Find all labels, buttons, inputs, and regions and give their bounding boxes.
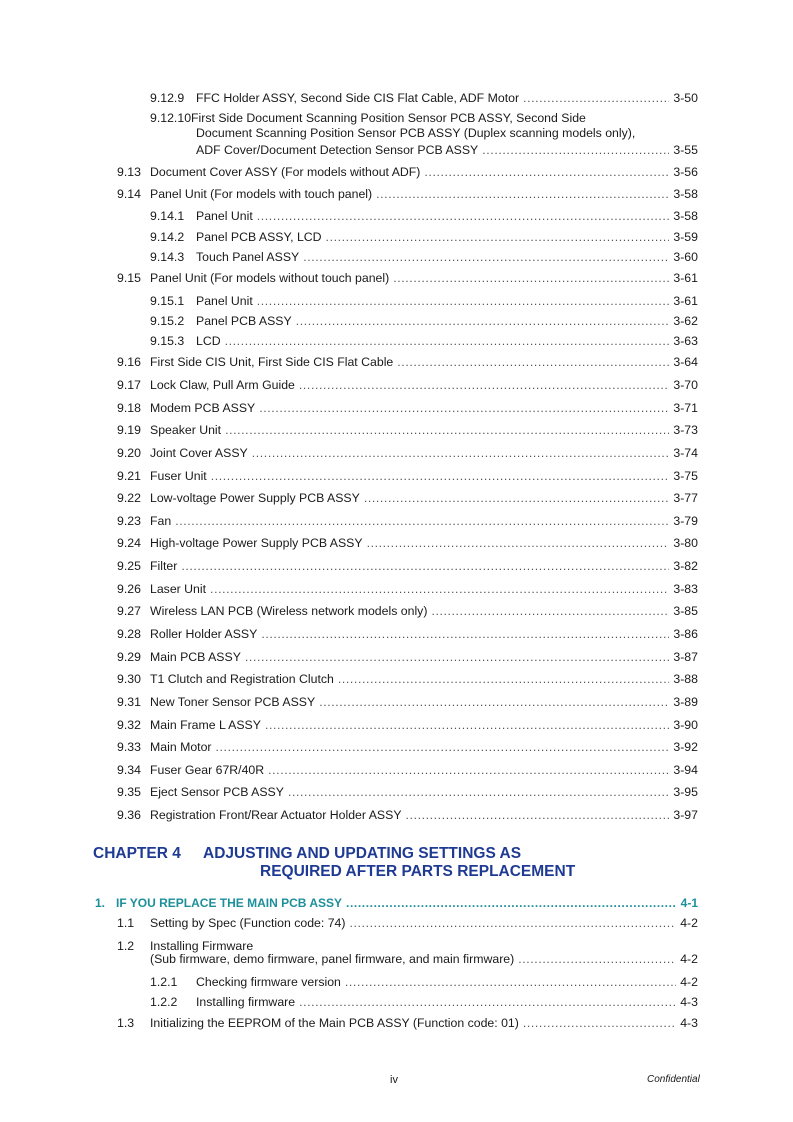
toc-entry[interactable] xyxy=(117,582,698,597)
toc-leader xyxy=(345,975,676,990)
toc-leader xyxy=(299,378,669,393)
toc-entry[interactable] xyxy=(117,604,698,619)
toc-title: Installing firmware xyxy=(196,995,296,1009)
toc-page: 3-58 xyxy=(673,209,698,223)
toc-leader xyxy=(431,604,669,619)
toc-leader xyxy=(265,718,669,733)
toc-leader xyxy=(367,536,670,551)
toc-title: Panel PCB ASSY, LCD xyxy=(196,230,322,244)
toc-page: 3-95 xyxy=(673,785,698,799)
toc-entry[interactable] xyxy=(117,401,698,416)
toc-leader xyxy=(326,230,670,245)
toc-leader xyxy=(319,695,669,710)
toc-entry[interactable] xyxy=(117,536,698,551)
toc-title: Joint Cover ASSY xyxy=(150,446,248,460)
toc-page: 3-61 xyxy=(673,294,698,308)
toc-number: 1.2.1 xyxy=(150,975,178,989)
toc-page: 3-79 xyxy=(673,514,698,528)
toc-entry[interactable] xyxy=(150,209,698,224)
toc-title: Speaker Unit xyxy=(150,423,222,437)
toc-entry[interactable] xyxy=(117,514,698,529)
toc-leader xyxy=(296,314,670,329)
toc-page: 4-1 xyxy=(680,896,698,910)
toc-title-line-3: ADF Cover/Document Detection Sensor PCB ASSY xyxy=(196,143,479,157)
toc-entry[interactable] xyxy=(117,378,698,393)
toc-entry[interactable] xyxy=(117,808,698,823)
toc-page: 3-75 xyxy=(673,469,698,483)
toc-number: 9.22 xyxy=(117,491,141,505)
toc-title: Panel Unit (For models without touch panel) xyxy=(150,271,390,285)
toc-number: 9.34 xyxy=(117,763,141,777)
toc-title: Fuser Unit xyxy=(150,469,207,483)
toc-entry[interactable] xyxy=(117,650,698,665)
toc-number: 9.13 xyxy=(117,165,141,179)
toc-page: 3-77 xyxy=(673,491,698,505)
toc-page: 3-83 xyxy=(673,582,698,596)
chapter-label: CHAPTER 4 xyxy=(93,845,181,862)
toc-page: 4-2 xyxy=(680,916,698,930)
toc-entry[interactable] xyxy=(150,975,698,990)
toc-number: 9.14.3 xyxy=(150,250,185,264)
toc-page: 3-56 xyxy=(673,165,698,179)
toc-leader xyxy=(175,514,669,529)
toc-title: LCD xyxy=(196,334,221,348)
toc-number: 9.27 xyxy=(117,604,141,618)
toc-number: 9.12.9 xyxy=(150,91,185,105)
toc-page: 3-50 xyxy=(673,91,698,105)
toc-leader xyxy=(393,271,669,286)
toc-number: 9.14.2 xyxy=(150,230,185,244)
toc-leader xyxy=(216,740,670,755)
toc-title: Filter xyxy=(150,559,178,573)
toc-page: 3-70 xyxy=(673,378,698,392)
toc-entry[interactable] xyxy=(150,91,698,106)
toc-page: 3-71 xyxy=(673,401,698,415)
toc-title: Panel PCB ASSY xyxy=(196,314,292,328)
toc-number: 1.2.2 xyxy=(150,995,178,1009)
toc-page: 3-63 xyxy=(673,334,698,348)
toc-leader xyxy=(288,785,669,800)
toc-page: 3-82 xyxy=(673,559,698,573)
toc-title: Modem PCB ASSY xyxy=(150,401,256,415)
toc-title: Fuser Gear 67R/40R xyxy=(150,763,265,777)
toc-number: 9.21 xyxy=(117,469,141,483)
toc-page: 3-88 xyxy=(673,672,698,686)
toc-page: 3-74 xyxy=(673,446,698,460)
toc-title: Setting by Spec (Function code: 74) xyxy=(150,916,346,930)
toc-number: 9.28 xyxy=(117,627,141,641)
toc-number: 1.3 xyxy=(117,1016,135,1030)
toc-entry[interactable] xyxy=(150,250,698,265)
toc-leader xyxy=(257,209,670,224)
toc-number: 9.15.2 xyxy=(150,314,185,328)
toc-title: Initializing the EEPROM of the Main PCB ASSY (Function code: 01) xyxy=(150,1016,519,1030)
toc-entry[interactable] xyxy=(117,1016,698,1031)
toc-title: Fan xyxy=(150,514,172,528)
toc-number: 9.23 xyxy=(117,514,141,528)
toc-leader xyxy=(376,187,669,202)
toc-leader xyxy=(518,952,676,967)
toc-title: Main PCB ASSY xyxy=(150,650,241,664)
toc-entry[interactable] xyxy=(117,423,698,438)
toc-entry[interactable] xyxy=(117,763,698,778)
toc-entry[interactable] xyxy=(117,559,698,574)
toc-leader xyxy=(259,401,669,416)
toc-entry[interactable] xyxy=(150,995,698,1010)
toc-entry-multiline-last[interactable] xyxy=(150,952,698,967)
toc-entry[interactable] xyxy=(117,446,698,461)
toc-page: 3-90 xyxy=(673,718,698,732)
toc-entry[interactable] xyxy=(117,491,698,506)
toc-page: 3-73 xyxy=(673,423,698,437)
toc-number: 9.35 xyxy=(117,785,141,799)
toc-entry[interactable] xyxy=(117,469,698,484)
toc-entry[interactable] xyxy=(150,314,698,329)
toc-title: T1 Clutch and Registration Clutch xyxy=(150,672,334,686)
toc-page: 3-94 xyxy=(673,763,698,777)
toc-title: New Toner Sensor PCB ASSY xyxy=(150,695,316,709)
toc-number: 9.19 xyxy=(117,423,141,437)
toc-title: IF YOU REPLACE THE MAIN PCB ASSY xyxy=(116,896,343,910)
toc-number: 9.26 xyxy=(117,582,141,596)
toc-leader xyxy=(350,916,677,931)
toc-entry[interactable] xyxy=(150,230,698,245)
toc-number: 9.16 xyxy=(117,355,141,369)
toc-number: 9.36 xyxy=(117,808,141,822)
toc-title: Registration Front/Rear Actuator Holder ASSY xyxy=(150,808,402,822)
toc-title: Lock Claw, Pull Arm Guide xyxy=(150,378,295,392)
toc-leader xyxy=(252,446,670,461)
toc-entry[interactable] xyxy=(150,334,698,349)
toc-entry-multiline-last[interactable] xyxy=(196,143,698,158)
toc-leader xyxy=(245,650,669,665)
toc-number: 9.15.3 xyxy=(150,334,185,348)
toc-page: 3-92 xyxy=(673,740,698,754)
toc-title: Low-voltage Power Supply PCB ASSY xyxy=(150,491,360,505)
toc-page: 3-87 xyxy=(673,650,698,664)
toc-page: 3-97 xyxy=(673,808,698,822)
toc-page: 3-59 xyxy=(673,230,698,244)
toc-number: 9.18 xyxy=(117,401,141,415)
toc-title: Panel Unit xyxy=(196,294,253,308)
toc-page: 3-62 xyxy=(673,314,698,328)
toc-title: Checking firmware version xyxy=(196,975,341,989)
toc-leader xyxy=(211,469,670,484)
toc-entry[interactable] xyxy=(117,165,698,180)
toc-title: Laser Unit xyxy=(150,582,207,596)
toc-title: Eject Sensor PCB ASSY xyxy=(150,785,284,799)
toc-leader xyxy=(482,143,669,158)
toc-title-line-2: (Sub firmware, demo firmware, panel firmware, and main firmware) xyxy=(150,952,515,966)
toc-leader xyxy=(424,165,669,180)
toc-leader xyxy=(268,763,669,778)
page-number: iv xyxy=(390,1074,398,1086)
toc-entry[interactable] xyxy=(117,271,698,286)
toc-leader xyxy=(523,91,669,106)
toc-entry[interactable] xyxy=(117,355,698,370)
toc-page: 3-64 xyxy=(673,355,698,369)
toc-title: Panel Unit xyxy=(196,209,253,223)
toc-number: 9.14.1 xyxy=(150,209,185,223)
toc-number: 9.32 xyxy=(117,718,141,732)
toc-number: 9.33 xyxy=(117,740,141,754)
toc-leader xyxy=(346,896,677,911)
toc-number: 1.2 xyxy=(117,939,135,953)
toc-title: First Side CIS Unit, First Side CIS Flat Cable xyxy=(150,355,394,369)
toc-page: 3-60 xyxy=(673,250,698,264)
toc-page: 4-2 xyxy=(680,975,698,989)
toc-page: 4-2 xyxy=(680,952,698,966)
toc-number: 9.25 xyxy=(117,559,141,573)
toc-title: Main Motor xyxy=(150,740,212,754)
toc-leader xyxy=(181,559,669,574)
toc-title-line-2: Document Scanning Position Sensor PCB ASSY (Duplex scanning models only), xyxy=(196,126,636,140)
toc-entry[interactable] xyxy=(117,187,698,202)
toc-title: Document Cover ASSY (For models without ADF) xyxy=(150,165,421,179)
chapter-title-line-2: REQUIRED AFTER PARTS REPLACEMENT xyxy=(260,863,576,880)
toc-number: 1.1 xyxy=(117,916,135,930)
toc-number: 9.29 xyxy=(117,650,141,664)
toc-page: 3-86 xyxy=(673,627,698,641)
toc-title: FFC Holder ASSY, Second Side CIS Flat Cable, ADF Motor xyxy=(196,91,520,105)
toc-entry[interactable] xyxy=(117,916,698,931)
toc-leader xyxy=(225,334,670,349)
toc-leader xyxy=(364,491,670,506)
toc-entry-multiline[interactable] xyxy=(150,111,698,126)
toc-leader xyxy=(210,582,669,597)
toc-title-line-1: Installing Firmware xyxy=(150,939,254,953)
toc-title: Main Frame L ASSY xyxy=(150,718,261,732)
toc-entry[interactable] xyxy=(117,718,698,733)
toc-title: Panel Unit (For models with touch panel) xyxy=(150,187,373,201)
chapter-title-line-1: ADJUSTING AND UPDATING SETTINGS AS xyxy=(203,845,522,862)
toc-page: 3-61 xyxy=(673,271,698,285)
toc-leader xyxy=(299,995,676,1010)
toc-number: 9.30 xyxy=(117,672,141,686)
toc-entry[interactable] xyxy=(117,672,698,687)
toc-leader xyxy=(397,355,669,370)
toc-leader xyxy=(225,423,669,438)
toc-title: Wireless LAN PCB (Wireless network models only) xyxy=(150,604,428,618)
toc-title-line-1: First Side Document Scanning Position Sensor PCB ASSY, Second Side xyxy=(191,111,586,125)
confidential-label: Confidential xyxy=(647,1074,700,1085)
toc-number: 9.14 xyxy=(117,187,141,201)
toc-entry[interactable] xyxy=(117,740,698,755)
toc-page: 3-80 xyxy=(673,536,698,550)
toc-page: 4-3 xyxy=(680,995,698,1009)
toc-leader xyxy=(257,294,670,309)
toc-number: 9.15.1 xyxy=(150,294,185,308)
toc-page: 3-58 xyxy=(673,187,698,201)
toc-number: 9.20 xyxy=(117,446,141,460)
toc-number: 9.17 xyxy=(117,378,141,392)
toc-number: 9.12.10 xyxy=(150,111,192,125)
toc-section-entry[interactable] xyxy=(95,896,698,911)
toc-page: 3-55 xyxy=(673,143,698,157)
toc-leader xyxy=(523,1016,676,1031)
toc-leader xyxy=(338,672,670,687)
toc-page: 3-85 xyxy=(673,604,698,618)
toc-entry[interactable] xyxy=(117,627,698,642)
toc-number: 9.31 xyxy=(117,695,141,709)
toc-number: 1. xyxy=(95,896,106,910)
toc-title: Roller Holder ASSY xyxy=(150,627,258,641)
toc-title: Touch Panel ASSY xyxy=(196,250,300,264)
toc-title: High-voltage Power Supply PCB ASSY xyxy=(150,536,363,550)
toc-entry[interactable] xyxy=(117,785,698,800)
toc-entry[interactable] xyxy=(117,695,698,710)
toc-entry[interactable] xyxy=(150,294,698,309)
toc-number: 9.24 xyxy=(117,536,141,550)
toc-leader xyxy=(261,627,669,642)
toc-leader xyxy=(406,808,670,823)
toc-page: 3-89 xyxy=(673,695,698,709)
toc-page: 4-3 xyxy=(680,1016,698,1030)
toc-number: 9.15 xyxy=(117,271,141,285)
toc-leader xyxy=(303,250,669,265)
